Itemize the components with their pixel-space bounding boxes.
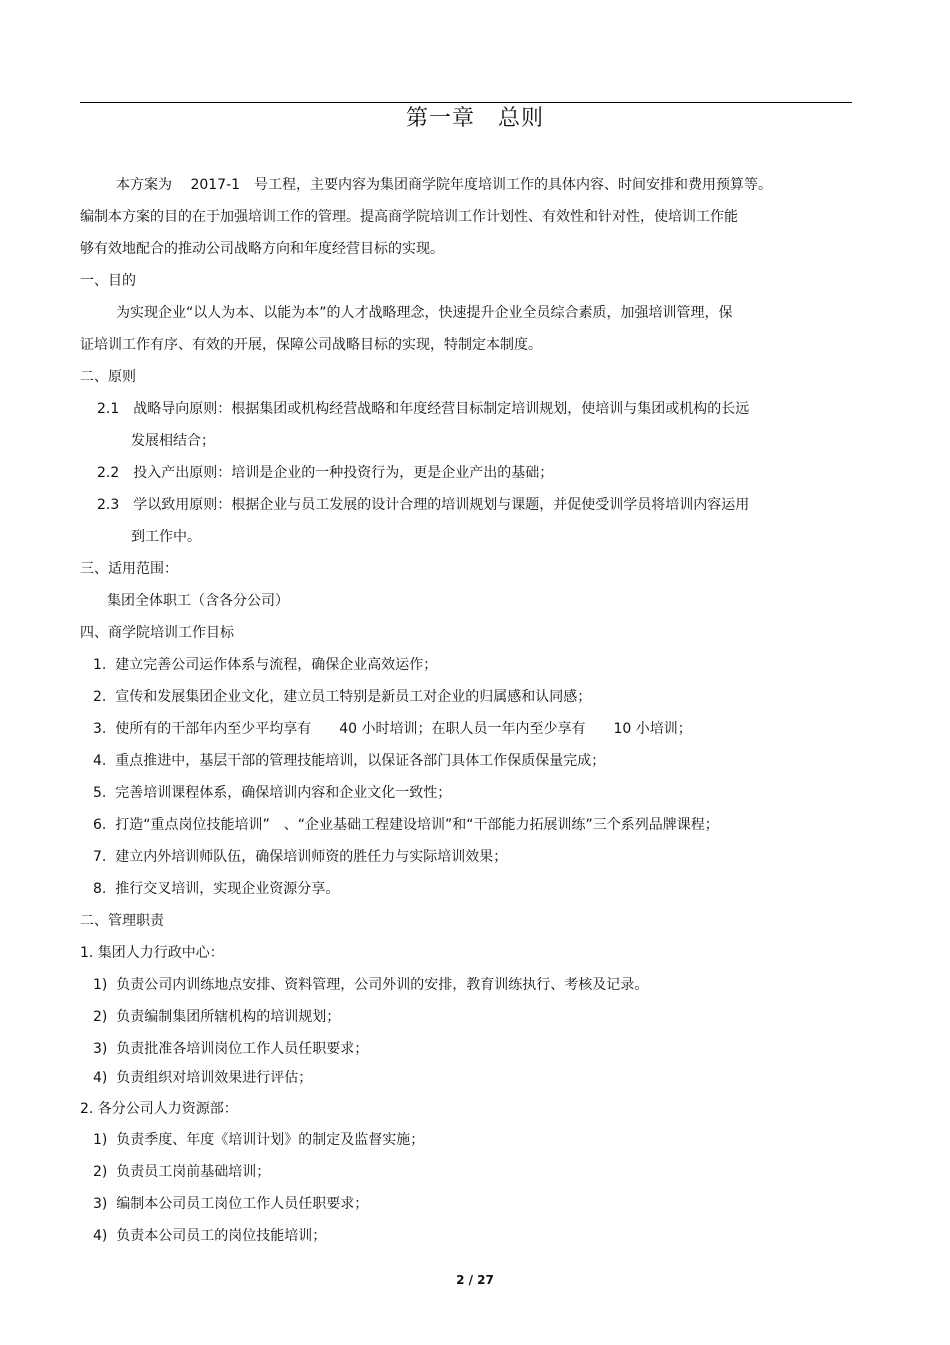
goal-item: 8. 推行交叉培训，实现企业资源分享。 [93, 881, 340, 897]
duty-item: 2) 负责编制集团所辖机构的培训规划； [93, 1009, 341, 1025]
subsection-heading: 2. 各分公司人力资源部： [80, 1101, 238, 1117]
principle-item: 2.2 投入产出原则：培训是企业的一种投资行为，更是企业产出的基础； [97, 465, 554, 481]
header-rule [80, 102, 852, 103]
goal-item: 4. 重点推进中，基层干部的管理技能培训，以保证各部门具体工作保质保量完成； [93, 753, 606, 769]
goal-item: 5. 完善培训课程体系，确保培训内容和企业文化一致性； [93, 785, 452, 801]
duty-item: 1) 负责季度、年度《培训计划》的制定及监督实施； [93, 1132, 425, 1148]
principle-item-continuation: 发展相结合； [131, 433, 215, 449]
duty-item: 4) 负责组织对培训效果进行评估； [93, 1070, 313, 1086]
duty-item: 4) 负责本公司员工的岗位技能培训； [93, 1228, 327, 1244]
section-heading-scope: 三、适用范围： [80, 561, 178, 577]
duty-item: 3) 负责批准各培训岗位工作人员任职要求； [93, 1041, 369, 1057]
principle-item: 2.1 战略导向原则：根据集团或机构经营战略和年度经营目标制定培训规划，使培训与集团或机构的长远 [97, 401, 750, 417]
intro-line: 够有效地配合的推动公司战略方向和年度经营目标的实现。 [80, 241, 444, 257]
section-heading-principles: 二、原则 [80, 369, 136, 385]
goal-item: 6. 打造“重点岗位技能培训” 、“企业基础工程建设培训”和“干部能力拓展训练”三个系列品牌课程； [93, 817, 719, 833]
section-heading-duties: 二、管理职责 [80, 913, 164, 929]
intro-line: 编制本方案的目的在于加强培训工作的管理。提高商学院培训工作计划性、有效性和针对性，使培训工作能 [80, 209, 738, 225]
goal-item: 7. 建立内外培训师队伍，确保培训师资的胜任力与实际培训效果； [93, 849, 508, 865]
section-heading-goals: 四、商学院培训工作目标 [80, 625, 234, 641]
goal-item: 3. 使所有的干部年内至少平均享有 40 小时培训；在职人员一年内至少享有 10 小培训； [93, 721, 692, 737]
goal-item: 2. 宣传和发展集团企业文化，建立员工特别是新员工对企业的归属感和认同感； [93, 689, 592, 705]
duty-item: 2) 负责员工岗前基础培训； [93, 1164, 271, 1180]
paragraph-line: 集团全体职工（含各分公司） [107, 593, 289, 609]
principle-item-continuation: 到工作中。 [131, 529, 201, 545]
goal-item: 1. 建立完善公司运作体系与流程，确保企业高效运作； [93, 657, 438, 673]
chapter-title: 第一章 总则 [405, 106, 544, 131]
section-heading-purpose: 一、目的 [80, 273, 136, 289]
page-number: 2 / 27 [456, 1273, 494, 1287]
duty-item: 1) 负责公司内训练地点安排、资料管理，公司外训的安排，教育训练执行、考核及记录。 [93, 977, 649, 993]
intro-line: 本方案为 2017-1 号工程，主要内容为集团商学院年度培训工作的具体内容、时间安排和费用预算等。 [116, 177, 773, 193]
principle-item: 2.3 学以致用原则：根据企业与员工发展的设计合理的培训规划与课题，并促使受训学员将培训内容运用 [97, 497, 750, 513]
paragraph-line: 为实现企业“以人为本、以能为本”的人才战略理念，快速提升企业全员综合素质，加强培训管理，保 [116, 305, 733, 321]
paragraph-line: 证培训工作有序、有效的开展，保障公司战略目标的实现，特制定本制度。 [80, 337, 542, 353]
duty-item: 3) 编制本公司员工岗位工作人员任职要求； [93, 1196, 369, 1212]
subsection-heading: 1. 集团人力行政中心： [80, 945, 224, 961]
